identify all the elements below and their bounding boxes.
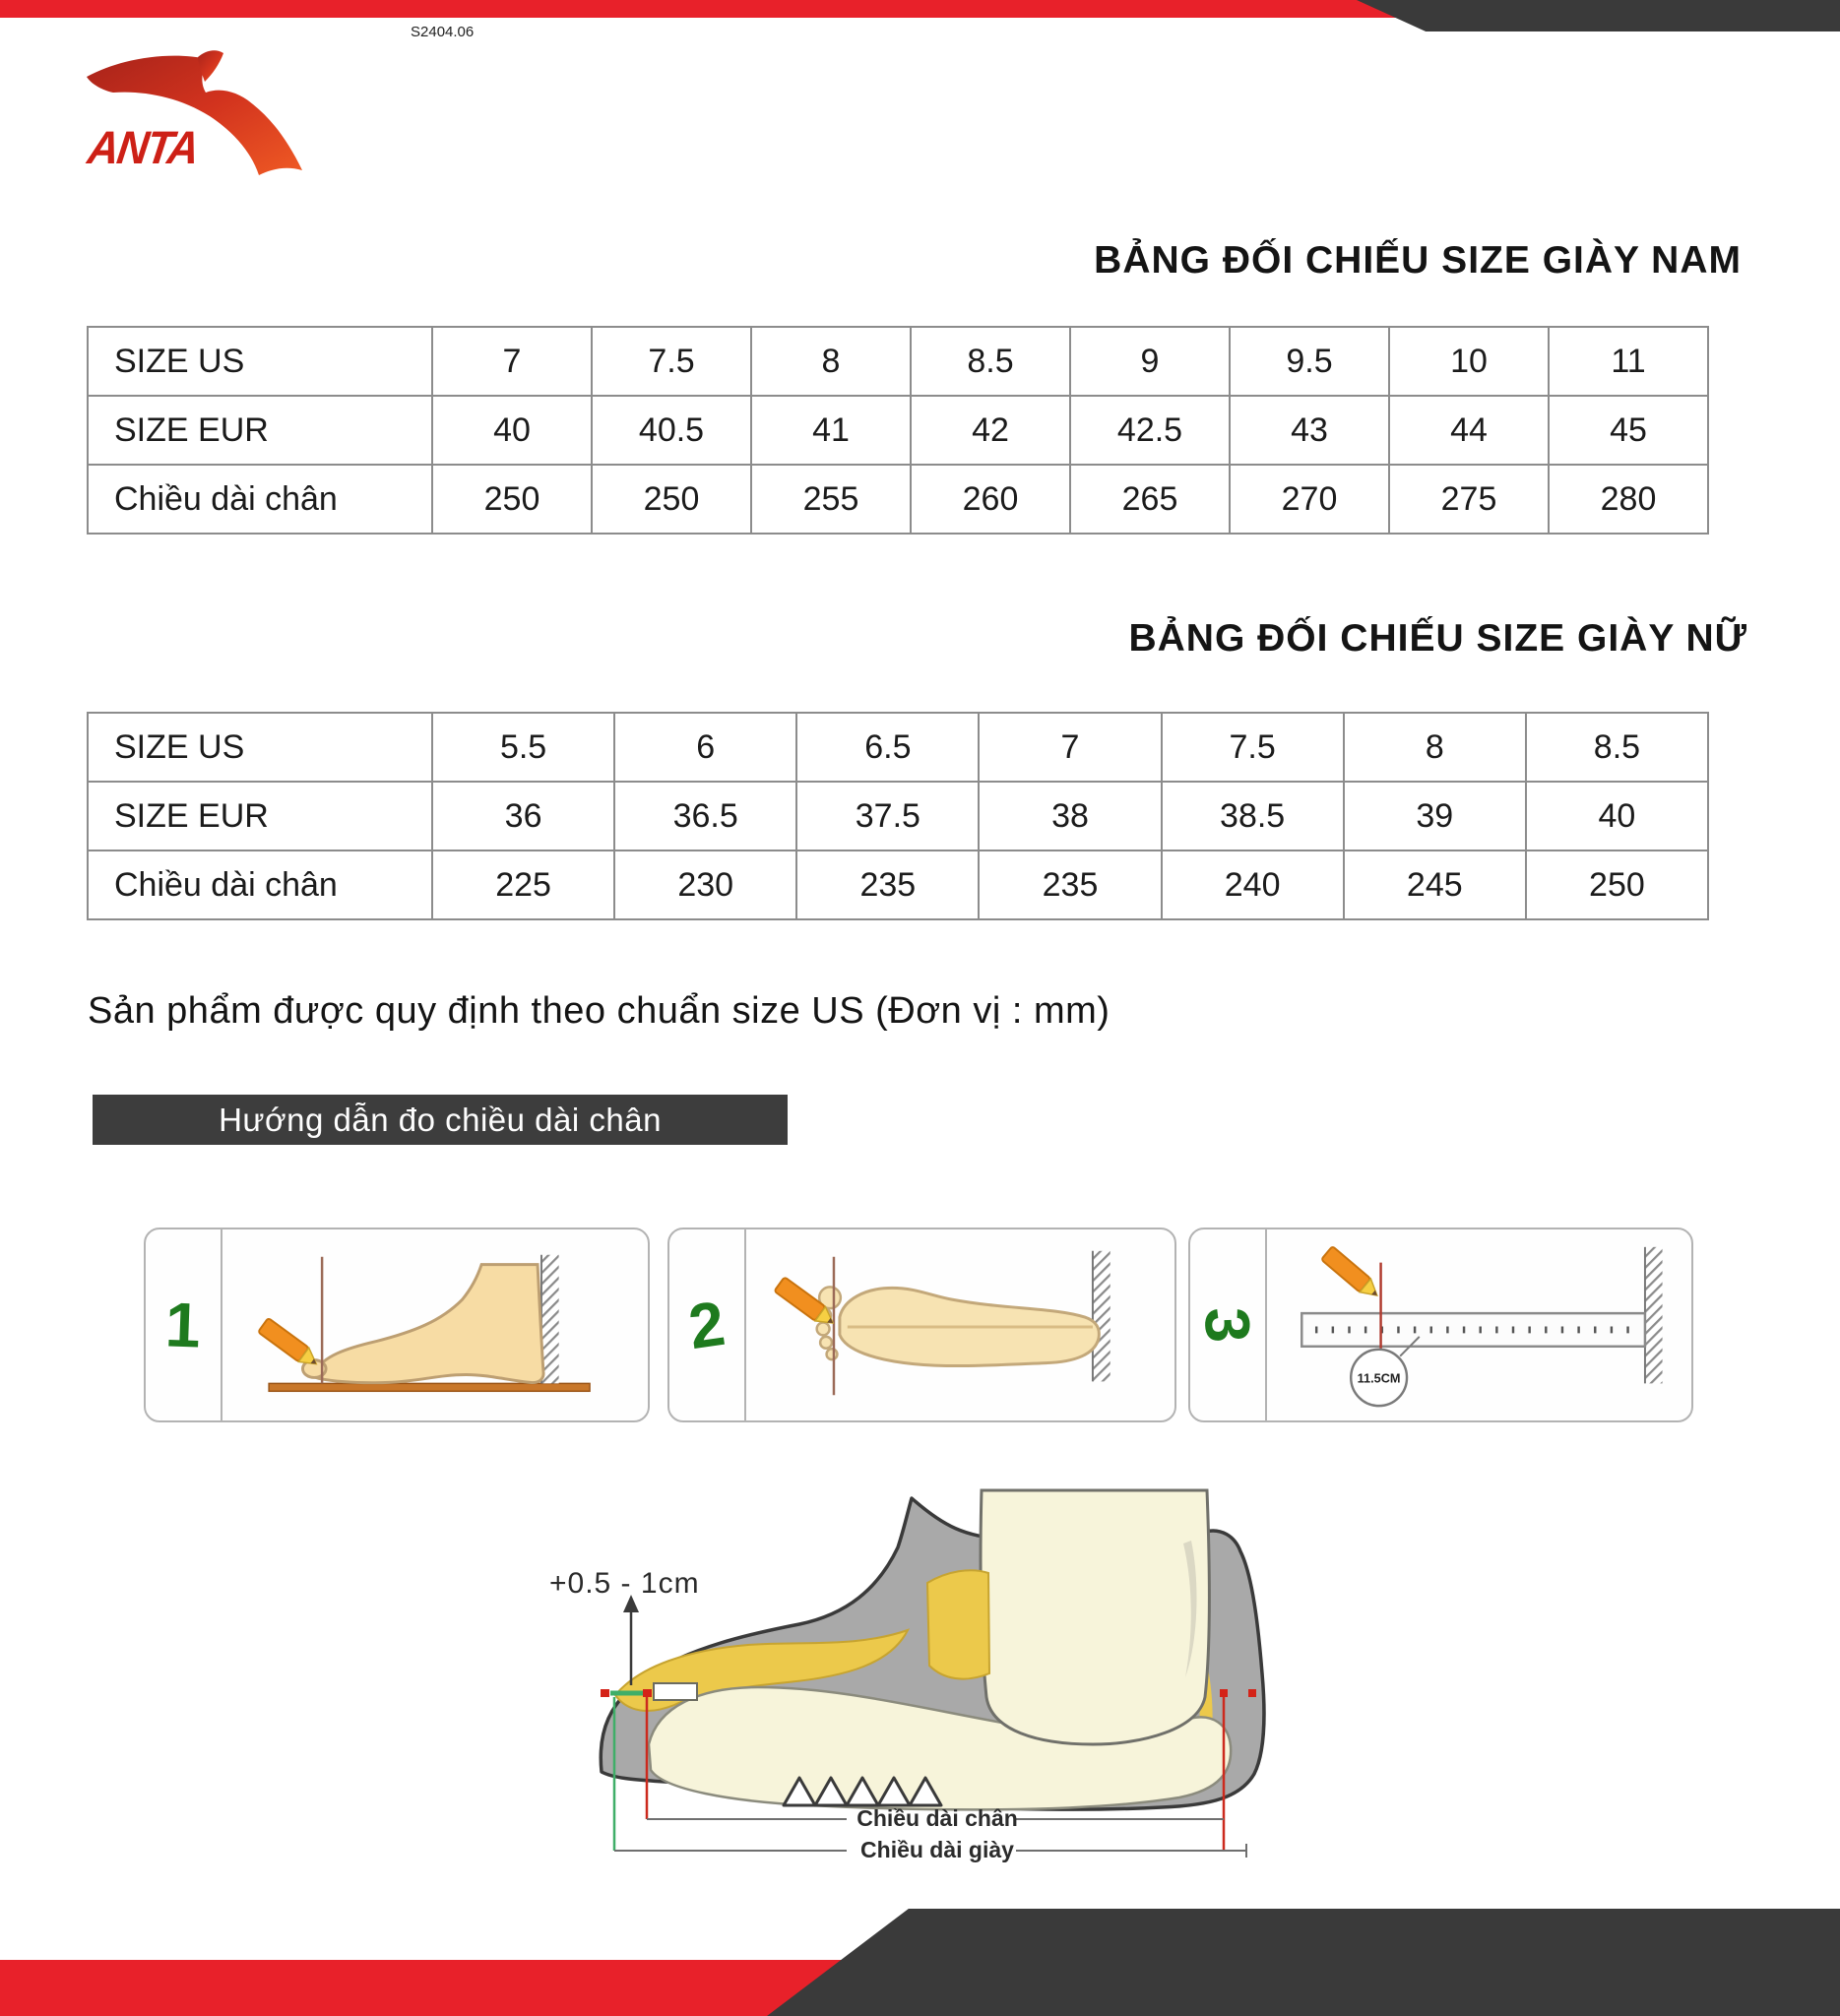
guide-step-1-panel (144, 1228, 650, 1422)
size-cell: 6 (614, 713, 796, 782)
size-cell: 44 (1389, 396, 1549, 465)
standard-note: Sản phẩm được quy định theo chuẩn size US (Đơn vị : mm) (88, 990, 1110, 1032)
size-cell: 8.5 (1526, 713, 1708, 782)
size-cell: 240 (1162, 850, 1344, 919)
foot-side-shape (313, 1265, 543, 1383)
size-cell: 36 (432, 782, 614, 850)
size-cell: 265 (1070, 465, 1230, 534)
size-cell: 250 (1526, 850, 1708, 919)
allowance-label: +0.5 - 1cm (549, 1567, 700, 1600)
table-row (88, 713, 1708, 782)
bottom-red-band (0, 1960, 857, 2016)
size-cell: 225 (432, 850, 614, 919)
guide-step-2-panel (667, 1228, 1176, 1422)
foot-front-marker (643, 1689, 652, 1697)
product-code: S2404.06 (411, 24, 475, 40)
size-cell: 11 (1549, 327, 1708, 396)
size-cell: 42 (911, 396, 1070, 465)
step-1-number: 1 (163, 1289, 203, 1361)
size-cell: 255 (751, 465, 911, 534)
table-row (88, 396, 1708, 465)
step-number-cell (1190, 1229, 1267, 1420)
foot-length-label: Chiều dài chân (857, 1805, 1018, 1831)
anta-wordmark: ANTA (85, 121, 202, 173)
size-cell: 7.5 (1162, 713, 1344, 782)
shoe-length-label: Chiều dài giày (860, 1837, 1014, 1862)
ground-line (269, 1383, 590, 1391)
size-cell: 38 (979, 782, 1161, 850)
toe (817, 1323, 830, 1336)
size-cell: 245 (1344, 850, 1526, 919)
size-cell: 39 (1344, 782, 1526, 850)
size-cell: 7 (432, 327, 592, 396)
size-cell: 275 (1389, 465, 1549, 534)
size-cell: 9.5 (1230, 327, 1389, 396)
ruler (1301, 1313, 1645, 1347)
women-size-table (87, 712, 1709, 920)
size-cell: 230 (614, 850, 796, 919)
shoe-back-marker (1248, 1689, 1256, 1697)
size-cell: 7.5 (592, 327, 751, 396)
men-size-table (87, 326, 1709, 535)
table-row (88, 782, 1708, 850)
size-cell: 5.5 (432, 713, 614, 782)
size-cell: 270 (1230, 465, 1389, 534)
size-cell: 37.5 (796, 782, 979, 850)
bottom-dark-band (767, 1909, 1840, 2016)
size-cell: 8 (751, 327, 911, 396)
table-row (88, 850, 1708, 919)
size-cell: 280 (1549, 465, 1708, 534)
guide-step-3-panel (1188, 1228, 1693, 1422)
size-cell: 250 (432, 465, 592, 534)
women-table-title: BẢNG ĐỐI CHIẾU SIZE GIÀY NỮ (1128, 617, 1747, 660)
pencil-icon (258, 1318, 321, 1371)
size-cell: 8.5 (911, 327, 1070, 396)
step-2-number: 2 (684, 1287, 730, 1363)
size-cell: 45 (1549, 396, 1708, 465)
wall-hatch (1645, 1247, 1663, 1384)
row-label: Chiều dài chân (88, 850, 432, 919)
size-cell: 235 (979, 850, 1161, 919)
row-label: SIZE US (88, 713, 432, 782)
row-label: Chiều dài chân (88, 465, 432, 534)
toe (820, 1337, 832, 1349)
size-cell: 10 (1389, 327, 1549, 396)
size-cell: 8 (1344, 713, 1526, 782)
size-cell: 42.5 (1070, 396, 1230, 465)
men-table-title: BẢNG ĐỐI CHIẾU SIZE GIÀY NAM (1094, 239, 1742, 282)
table-row (88, 327, 1708, 396)
top-dark-band (1357, 0, 1840, 32)
heel-marker (1220, 1689, 1228, 1697)
pencil-icon (1321, 1246, 1382, 1302)
size-cell: 40 (1526, 782, 1708, 850)
size-cell: 7 (979, 713, 1161, 782)
size-cell: 41 (751, 396, 911, 465)
size-cell: 40.5 (592, 396, 751, 465)
size-cell: 260 (911, 465, 1070, 534)
measure-ruler-illustration (1267, 1229, 1689, 1420)
table-row (88, 465, 1708, 534)
measure-side-foot-illustration (222, 1229, 646, 1420)
row-label: SIZE EUR (88, 782, 432, 850)
size-cell: 9 (1070, 327, 1230, 396)
wall-hatch (1093, 1251, 1110, 1382)
size-cell: 38.5 (1162, 782, 1344, 850)
step-3-number: 3 (1191, 1305, 1264, 1345)
size-cell: 40 (432, 396, 592, 465)
leg-shape (981, 1490, 1209, 1744)
guide-badge: Hướng dẫn đo chiều dài chân (93, 1095, 788, 1145)
step-number-cell (669, 1229, 746, 1420)
toe (827, 1349, 838, 1359)
size-cell: 235 (796, 850, 979, 919)
tongue (927, 1570, 989, 1678)
toe-gap (654, 1683, 697, 1700)
size-cell: 36.5 (614, 782, 796, 850)
size-cell: 250 (592, 465, 751, 534)
size-cell: 6.5 (796, 713, 979, 782)
callout-measurement: 11.5CM (1357, 1370, 1401, 1386)
size-cell: 43 (1230, 396, 1389, 465)
measure-top-foot-illustration (746, 1229, 1173, 1420)
row-label: SIZE EUR (88, 396, 432, 465)
row-label: SIZE US (88, 327, 432, 396)
toe-marker (601, 1689, 609, 1697)
step-number-cell (146, 1229, 222, 1420)
